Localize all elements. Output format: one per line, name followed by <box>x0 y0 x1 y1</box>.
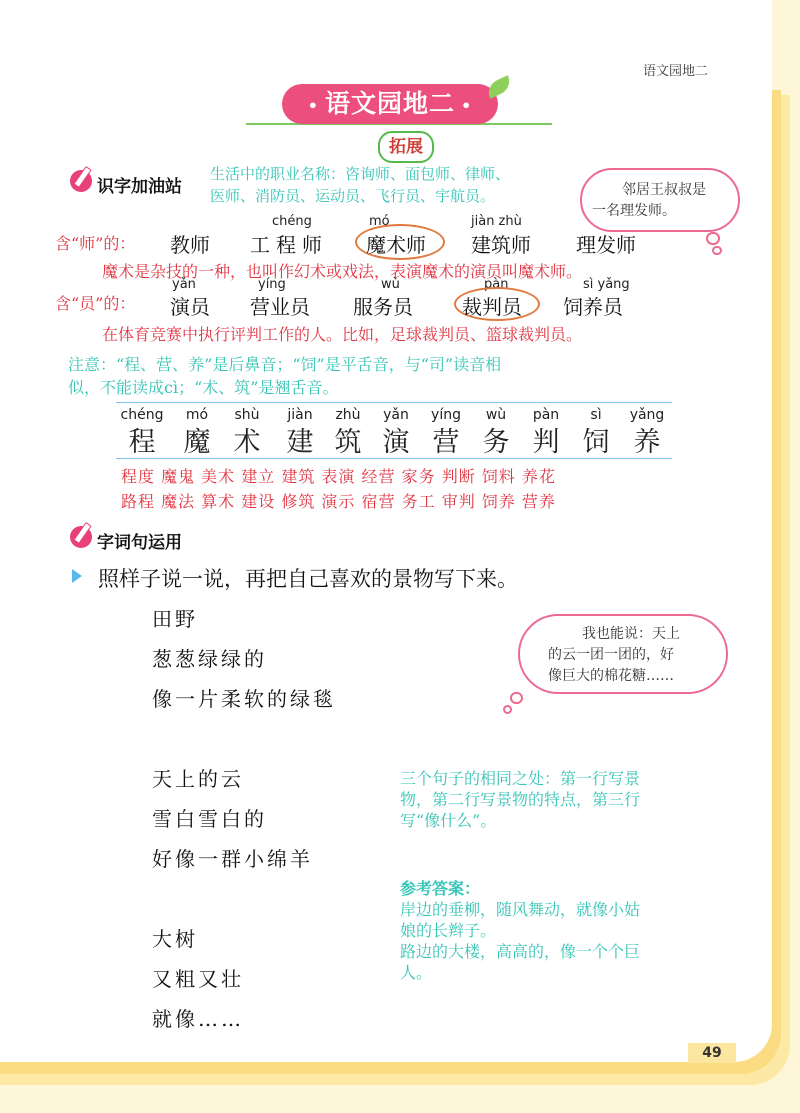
poem3-line3: 就像…… <box>152 1007 244 1031</box>
divider-bottom <box>116 458 672 459</box>
pinyin-wu: wù <box>381 277 400 292</box>
char-big: 演 <box>382 427 410 458</box>
pinyin-siyang: sì yǎng <box>583 277 630 292</box>
word-jianzhushi: 建筑师 <box>471 233 531 257</box>
pinyin-ying: yíng <box>258 277 286 292</box>
char-pinyin: shù <box>234 407 260 423</box>
section1-note-line2: 医师、消防员、运动员、飞行员、宇航员。 <box>210 187 496 205</box>
bubble2-line3: 像巨大的棉花糖…… <box>548 668 674 684</box>
char-big: 养 <box>633 427 661 458</box>
char-big: 判 <box>532 427 560 458</box>
char-big: 术 <box>233 427 261 458</box>
char-pinyin: zhù <box>335 407 361 423</box>
similarity-line1: 三个句子的相同之处：第一行写景 <box>400 769 641 788</box>
similarity-note <box>400 768 740 831</box>
poem1-line1: 田野 <box>152 607 198 631</box>
bubble-dot <box>503 705 512 714</box>
answer-line2: 娘的长辫子。 <box>400 921 497 940</box>
poem1-line3: 像一片柔软的绿毯 <box>152 687 336 711</box>
section1-title: 识字加油站 <box>97 177 182 197</box>
word-caipanyuan: 裁判员 <box>462 295 522 319</box>
char-pinyin: yíng <box>431 407 461 423</box>
char-big: 建 <box>286 427 314 458</box>
bubble1-line1: 邻居王叔叔是 <box>622 182 706 198</box>
word-fuwuyuan: 服务员 <box>353 295 413 319</box>
vocab-line1: 程度 魔鬼 美术 建立 建筑 表演 经营 家务 判断 饲料 养花 <box>121 467 556 486</box>
pencil-icon <box>70 526 92 548</box>
poem2-line3: 好像一群小绵羊 <box>152 847 313 871</box>
attention-line2: 似，不能读成cì；“术、筑”是翘舌音。 <box>68 378 339 397</box>
vocab-line2: 路程 魔法 算术 建设 修筑 演示 宿营 务工 审判 饲养 营养 <box>121 492 556 511</box>
pinyin-pan: pàn <box>484 277 509 292</box>
char-big: 魔 <box>183 427 211 458</box>
running-head: 语文园地二 <box>642 64 708 79</box>
triangle-bullet-icon <box>72 569 82 583</box>
char-pinyin: mó <box>185 407 209 423</box>
row1-label: 含“师”的： <box>55 234 136 253</box>
page-title <box>282 84 498 124</box>
pinyin-mo: mó <box>369 214 390 229</box>
bubble-dot <box>712 246 722 255</box>
char-pinyin: jiàn <box>287 407 313 423</box>
speech-bubble-1 <box>580 168 740 232</box>
poem3-line2: 又粗又壮 <box>152 967 244 991</box>
page-number: 49 <box>688 1043 736 1063</box>
instruction: 照样子说一说，再把自己喜欢的景物写下来。 <box>98 567 518 591</box>
similarity-line2: 物，第二行写景物的特点，第三行 <box>400 790 641 809</box>
row2-label: 含“员”的： <box>55 294 136 313</box>
char-pinyin: chéng <box>120 407 164 423</box>
word-jiaoshi: 教师 <box>170 233 210 257</box>
section2-title: 字词句运用 <box>97 533 182 553</box>
bubble2-line1: 我也能说：天上 <box>582 626 680 642</box>
section1-note-line1: 生活中的职业名称：咨询师、面包师、律师、 <box>210 165 511 183</box>
char-pinyin: yǎn <box>383 407 409 423</box>
poem2-line2: 雪白雪白的 <box>152 807 267 831</box>
word-moshushi: 魔术师 <box>366 233 426 257</box>
char-pinyin: wù <box>485 407 507 423</box>
bullet-dot-icon: • <box>307 95 319 115</box>
pinyin-jianzhu: jiàn zhù <box>471 214 522 229</box>
answer-line3: 路边的大楼，高高的，像一个个巨 <box>400 942 641 961</box>
pinyin-cheng: chéng <box>272 214 312 229</box>
char-big: 程 <box>128 427 156 458</box>
divider-top <box>116 402 672 403</box>
char-pinyin: pàn <box>532 407 560 423</box>
bubble-dot <box>706 232 720 245</box>
pencil-icon <box>70 170 92 192</box>
char-big: 务 <box>482 427 510 458</box>
word-lifashi: 理发师 <box>576 233 636 257</box>
poem3-line1: 大树 <box>152 927 198 951</box>
poem1-line2: 葱葱绿绿的 <box>152 647 267 671</box>
poem2-line1: 天上的云 <box>152 767 244 791</box>
word-yanyuan: 演员 <box>170 295 210 319</box>
word-siyangyuan: 饲养员 <box>563 295 623 319</box>
bullet-dot-icon: • <box>461 95 473 115</box>
page-title-text: 语文园地二 <box>324 89 455 118</box>
bubble-dot <box>510 692 523 704</box>
answer-line4: 人。 <box>400 963 433 982</box>
answer-line1: 岸边的垂柳，随风舞动，就像小姑 <box>400 900 641 919</box>
bubble2-line2: 的云一团一团的，好 <box>548 647 674 663</box>
word-gongchengshi: 工程师 <box>250 233 328 257</box>
row2-explain: 在体育竞赛中执行评判工作的人。比如，足球裁判员、篮球裁判员。 <box>102 325 583 344</box>
char-big: 筑 <box>334 427 362 458</box>
word-yingyeyuan: 营业员 <box>250 295 310 319</box>
subtitle-badge: 拓展 <box>378 131 434 163</box>
attention-line1: 注意：“程、营、养”是后鼻音；“饲”是平舌音，与“司”读音相 <box>68 355 502 374</box>
row1-explain: 魔术是杂技的一种，也叫作幻术或戏法，表演魔术的演员叫魔术师。 <box>102 262 583 281</box>
char-big: 饲 <box>582 427 610 458</box>
answer-note <box>400 878 740 983</box>
char-big: 营 <box>432 427 460 458</box>
similarity-line3: 写“像什么”。 <box>400 811 497 830</box>
answer-title: 参考答案： <box>400 879 481 898</box>
char-pinyin: yǎng <box>629 407 665 423</box>
char-pinyin: sì <box>590 407 602 423</box>
pinyin-yan: yǎn <box>172 277 196 292</box>
bubble1-line2: 一名理发师。 <box>592 203 676 219</box>
